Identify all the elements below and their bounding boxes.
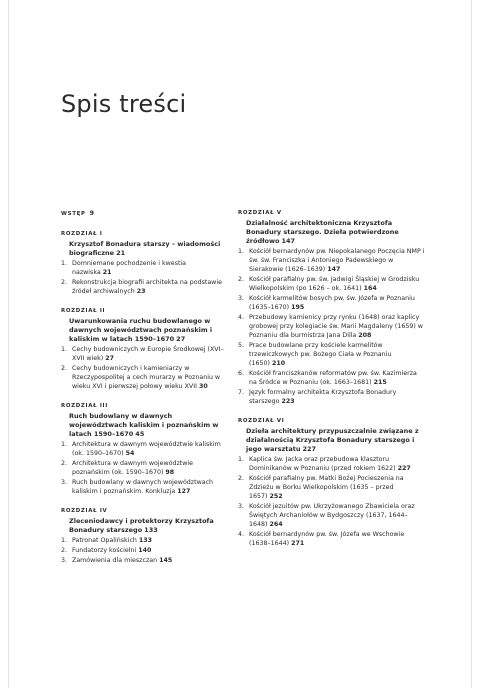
entry-page: 264 <box>269 521 283 528</box>
toc-intro <box>61 210 227 217</box>
entry-page: 271 <box>291 540 305 547</box>
chapter-label: ROZDZIAŁ II <box>61 308 106 314</box>
entry-text: Kościół parafialny pw. św. Jadwigi Śląskiej w Grodzisku Wielkopolskim (po 1626 – ok. 1641) <box>249 276 420 292</box>
entry-number: 3. <box>238 295 245 302</box>
entry-text: Cechy budowniczych w Europie Środkowej (XVI–XVII wiek) <box>72 346 224 362</box>
entry-text: Rekonstrukcja biografii architekta na podstawie źródeł archiwalnych <box>72 279 222 295</box>
entry-number: 1. <box>238 248 245 255</box>
entry-text: Architektura w dawnym województwie kaliskim (ok. 1590–1670) <box>72 441 221 457</box>
entry-number: 2. <box>61 460 68 467</box>
entry-number: 2. <box>61 547 68 554</box>
entry-page: 210 <box>271 360 286 367</box>
chapter-page: 45 <box>135 430 145 438</box>
toc-entry <box>238 474 426 501</box>
toc-chapter <box>238 418 426 548</box>
entry-text: Fundatorzy kościelni <box>72 547 137 554</box>
entry-text: Ruch budowlany w dawnych województwach kaliskim i poznańskim. Konkluzja <box>72 479 214 495</box>
chapter-title-text: Ruch budowlany w dawnych województwach kaliskim i poznańskim w latach 1590–1670 <box>69 412 219 438</box>
entry-number: 6. <box>238 370 245 377</box>
toc-right-column <box>238 210 426 560</box>
entry-text: Kościół bernardynów pw. św. Józefa we Wschowie (1638–1644) <box>249 531 405 547</box>
chapter-title <box>61 517 227 535</box>
chapter-page: 27 <box>176 335 186 343</box>
entry-number: 1. <box>61 441 68 448</box>
entry-page: 147 <box>327 266 341 273</box>
toc-entry <box>238 502 426 529</box>
toc-entry <box>238 247 426 274</box>
toc-entry <box>61 536 227 545</box>
toc-entry <box>61 440 227 458</box>
entry-text: Kaplica św. Jacka oraz przebudowa klasztoru Dominikanów w Poznaniu (przed rokiem 1622) <box>249 456 396 472</box>
toc-entry <box>238 369 426 387</box>
entry-page: 98 <box>165 469 175 476</box>
entry-text: Patronat Opalińskich <box>72 537 137 544</box>
entry-number: 1. <box>61 346 68 353</box>
entry-number: 5. <box>238 342 245 349</box>
entry-text: Kościół franciszkanów reformatów pw. św. Kazimierza na Śródce w Poznaniu (ok. 1663–1681) <box>249 370 417 386</box>
entry-page: 133 <box>138 537 153 544</box>
chapter-title <box>61 412 227 439</box>
chapter-title-text: Działalność architektoniczna Krzysztofa Bonadury starszego. Dzieła potwierdzone źródłowo <box>246 219 399 245</box>
chapter-label: ROZDZIAŁ IV <box>61 508 108 514</box>
entry-page: 164 <box>363 285 377 292</box>
entry-page: 140 <box>138 547 152 554</box>
entry-number: 3. <box>238 503 245 510</box>
chapter-title <box>61 317 227 344</box>
chapter-label: ROZDZIAŁ I <box>61 231 103 237</box>
toc-entry <box>61 364 227 391</box>
entry-text: Kościół parafialny pw. Matki Bożej Pocieszenia na Zdzieżu w Borku Wielkopolskim (1635 – przed 1657) <box>249 475 404 500</box>
toc-chapter <box>61 308 227 391</box>
entry-text: Kościół karmelitów bosych pw. św. Józefa w Poznaniu (1635–1670) <box>249 295 415 311</box>
entry-text: Kościół jezuitów pw. Ukrzyżowanego Zbawiciela oraz Świętych Archaniołów w Bydgoszczy (1637, 1644–1648) <box>249 503 415 528</box>
entry-number: 4. <box>238 314 245 321</box>
toc-entry <box>238 455 426 473</box>
intro-label: WSTĘP <box>61 211 86 217</box>
entry-page: 208 <box>358 332 372 339</box>
toc-entry <box>61 259 227 277</box>
entry-number: 2. <box>61 279 68 286</box>
entry-page: 227 <box>397 465 411 472</box>
entry-number: 1. <box>61 260 68 267</box>
chapter-page: 227 <box>302 445 317 453</box>
entry-page: 30 <box>198 383 208 390</box>
toc-entry <box>238 275 426 293</box>
toc-entry <box>238 294 426 312</box>
chapter-page: 21 <box>116 249 126 257</box>
chapter-title <box>61 240 227 258</box>
toc-entry <box>238 341 426 368</box>
entry-page: 195 <box>291 304 305 311</box>
chapter-page: 147 <box>281 237 296 245</box>
intro-page: 9 <box>89 210 95 217</box>
entry-text: Domniemane pochodzenie i kwestia nazwiska <box>72 260 187 276</box>
toc-chapter <box>61 403 227 496</box>
entry-page: 21 <box>102 269 112 276</box>
toc-entry <box>61 345 227 363</box>
toc-left-column <box>61 210 227 577</box>
page-title: Spis treści <box>61 90 187 118</box>
toc-entry <box>61 546 227 555</box>
toc-entry <box>61 278 227 296</box>
chapter-page: 133 <box>144 526 158 534</box>
chapter-title-text: Krzysztof Bonadura starszy – wiadomości biograficzne <box>69 240 221 257</box>
chapter-title <box>238 219 426 246</box>
chapter-label: ROZDZIAŁ VI <box>238 418 285 424</box>
entry-text: Zamówienia dla mieszczan <box>72 557 158 564</box>
page-edge-left <box>8 0 9 688</box>
chapter-title <box>238 427 426 454</box>
entry-number: 3. <box>61 479 68 486</box>
toc-chapter <box>238 210 426 406</box>
entry-page: 223 <box>281 398 295 405</box>
entry-page: 23 <box>136 288 146 295</box>
entry-text: Kościół bernardynów pw. Niepokalanego Poczęcia NMP i św. św. Franciszka i Antoniego Padewskiego w Sierakowie (1626–1639) <box>249 248 425 273</box>
chapter-label: ROZDZIAŁ V <box>238 210 282 216</box>
chapter-title-text: Zleceniodawcy i protektorzy Krzysztofa Bonadury starszego <box>69 517 214 534</box>
entry-page: 215 <box>373 379 387 386</box>
toc-entry <box>238 313 426 340</box>
toc-entry <box>238 388 426 406</box>
toc-entry <box>61 459 227 477</box>
entry-page: 252 <box>269 493 283 500</box>
entry-page: 127 <box>177 488 191 495</box>
toc-chapter <box>61 231 227 296</box>
entry-number: 2. <box>238 475 245 482</box>
entry-number: 7. <box>238 389 245 396</box>
toc-entry <box>238 530 426 548</box>
entry-text: Przebudowy kamienicy przy rynku (1648) oraz kaplicy grobowej przy kolegiacie św. Marii Magdaleny (1659) w Poznaniu dla burmistrza Jana Dilla <box>249 314 423 339</box>
entry-page: 145 <box>159 557 173 564</box>
entry-number: 1. <box>238 456 245 463</box>
toc-entry <box>61 556 227 565</box>
entry-number: 2. <box>61 365 68 372</box>
entry-text: Cechy budowniczych i kamieniarzy w Rzeczypospolitej a cech murarzy w Poznaniu w wieku XVI i pierwszej połowy wieku XVII <box>72 365 221 390</box>
toc-entry <box>61 478 227 496</box>
entry-number: 2. <box>238 276 245 283</box>
entry-page: 27 <box>105 355 114 362</box>
entry-number: 4. <box>238 531 245 538</box>
page-edge-right <box>471 0 472 688</box>
chapter-title-text: Uwarunkowania ruchu budowlanego w dawnych województwach poznańskim i kaliskim w latach 1590–1670 <box>69 317 213 343</box>
entry-page: 54 <box>125 450 135 457</box>
entry-text: Architektura w dawnym województwie poznańskim (ok. 1590–1670) <box>72 460 194 476</box>
entry-text: Język formalny architekta Krzysztofa Bonadury starszego <box>249 389 397 405</box>
entry-number: 1. <box>61 537 68 544</box>
entry-text: Prace budowlane przy kościele karmelitów trzewiczkowych pw. Bożego Ciała w Poznaniu (1650) <box>249 342 392 367</box>
chapter-label: ROZDZIAŁ III <box>61 403 108 409</box>
entry-number: 3. <box>61 557 68 564</box>
chapter-title-text: Dzieła architektury przypuszczalnie związane z działalnością Krzysztofa Bonadury starszego i jego warsztatu <box>246 427 419 453</box>
toc-chapter <box>61 508 227 565</box>
